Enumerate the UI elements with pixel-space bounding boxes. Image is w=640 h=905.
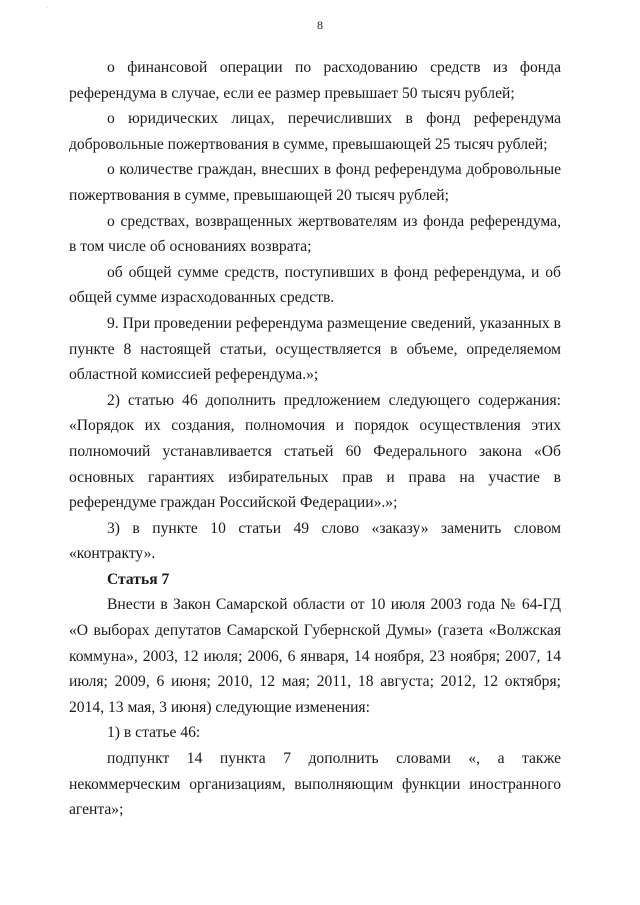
paragraph: 2) статью 46 дополнить предложением следующего содержания: «Порядок их создания, полномочия и порядок осуществления этих полномочий устанавливается статьей 60 Федерального закона «Об основных гарантиях избирательных прав и права на участие в референдуме граждан Российской Федерации».»; <box>69 391 561 512</box>
document-body <box>69 55 561 823</box>
corner-mark: · <box>46 5 48 11</box>
paragraph: 3) в пункте 10 статьи 49 слово «заказу» заменить словом «контракту». <box>69 519 561 563</box>
page-number: 8 <box>317 18 323 32</box>
article-paragraph: 1) в статье 46: <box>107 724 201 742</box>
paragraph: о средствах, возвращенных жертвователям из фонда референдума, в том числе об основаниях возврата; <box>69 212 561 256</box>
paragraph: о юридических лицах, перечисливших в фонд референдума добровольные пожертвования в сумме, превышающей 25 тысяч рублей; <box>69 110 561 153</box>
article-paragraph: подпункт 14 пункта 7 дополнить словами «, а также некоммерческим организациям, выполняющим функции иностранного агента»; <box>69 750 561 819</box>
paragraph: 9. При проведении референдума размещение сведений, указанных в пункте 8 настоящей статьи, осуществляется в объеме, определяемом областной комиссией референдума.»; <box>69 314 561 384</box>
paragraph: о количестве граждан, внесших в фонд референдума добровольные пожертвования в сумме, превышающей 20 тысяч рублей; <box>69 161 561 204</box>
paragraph: об общей сумме средств, поступивших в фонд референдума, и об общей сумме израсходованных средств. <box>69 263 561 307</box>
paragraph: о финансовой операции по расходованию средств из фонда референдума в случае, если ее размер превышает 50 тысяч рублей; <box>69 59 561 102</box>
article-heading: Статья 7 <box>107 570 170 588</box>
article-paragraph: Внести в Закон Самарской области от 10 июля 2003 года № 64-ГД «О выборах депутатов Самарской Губернской Думы» (газета «Волжская коммуна», 2003, 12 июля; 2006, 6 января, 14 ноября, 23 ноября; 2007, 14 июля; 2009, 6 июня; 2010, 12 мая; 2011, 18 августа; 2012, 12 октября; 2014, 13 мая, 3 июня) следующие изменения: <box>69 596 561 716</box>
